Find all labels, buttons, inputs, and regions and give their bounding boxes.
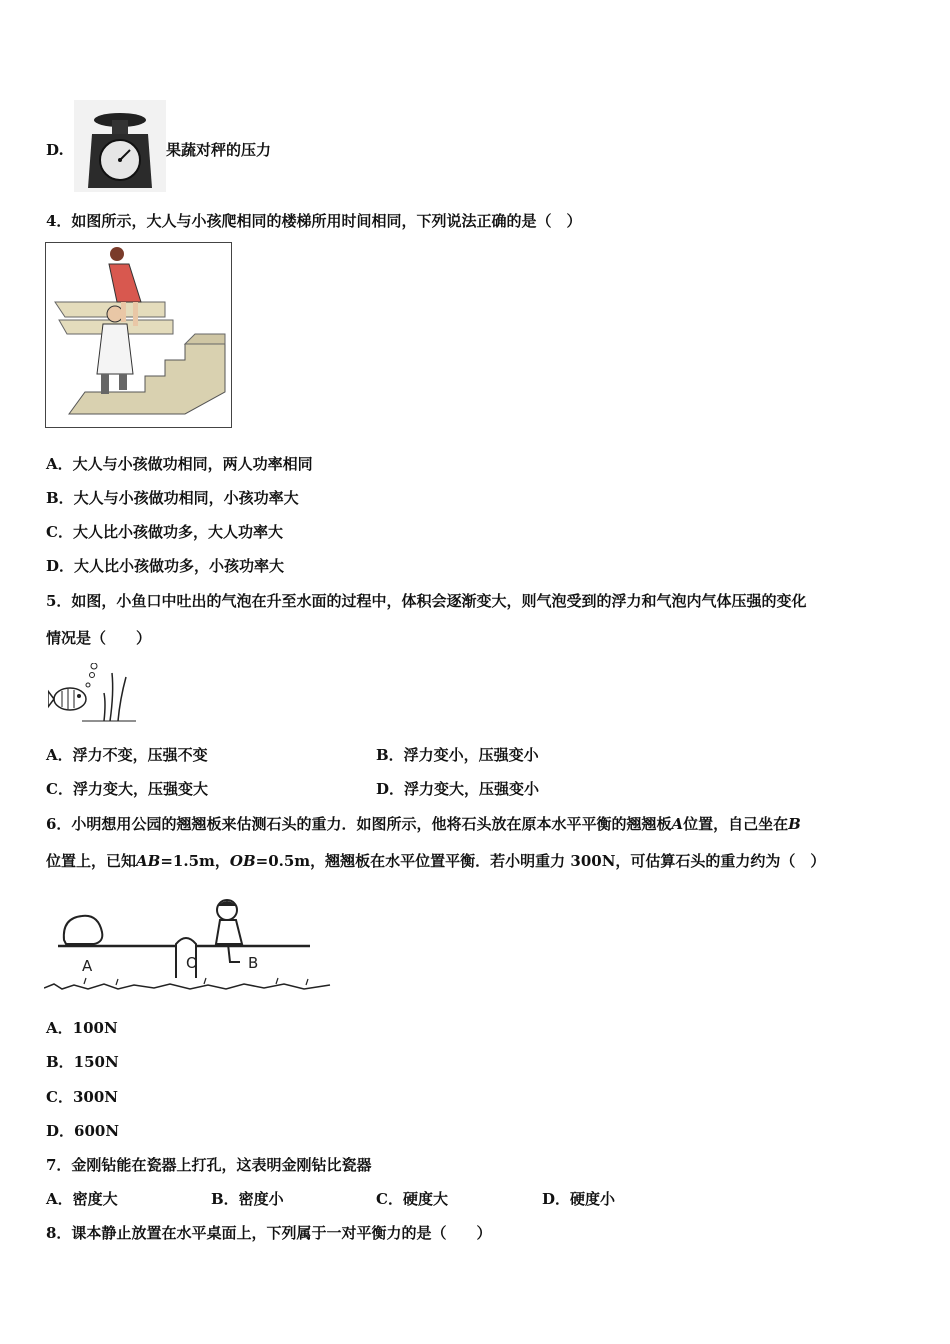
fish-bubbles-figure: [48, 663, 140, 725]
fig-label-b: B: [248, 954, 259, 972]
q7-option-c: C．硬度大: [376, 1190, 448, 1208]
q7-option-d: D．硬度小: [542, 1190, 616, 1208]
q7-option-a: A．密度大: [46, 1190, 118, 1208]
fig-label-a: A: [82, 957, 93, 975]
seesaw-figure: [44, 892, 332, 994]
q3-option-d-label: D.: [46, 141, 64, 159]
q5-stem-line1: 5．如图，小鱼口中吐出的气泡在升至水面的过程中，体积会逐渐变大，则气泡受到的浮力和气泡内气体压强的变化: [46, 592, 807, 610]
q6-option-a: A．100N: [46, 1019, 118, 1037]
q5-option-d: D．浮力变大，压强变小: [376, 780, 540, 798]
q4-option-b: B．大人与小孩做功相同，小孩功率大: [46, 489, 299, 507]
fig-label-o: O: [186, 954, 198, 972]
q6-stem-line1: 6．小明想用公园的翘翘板来估测石头的重力．如图所示，他将石头放在原本水平平衡的翘翘板A位置，自己坐在B: [46, 815, 801, 833]
q8-stem: 8．课本静止放置在水平桌面上，下列属于一对平衡力的是（ ）: [46, 1224, 492, 1242]
q4-stem: 4．如图所示，大人与小孩爬相同的楼梯所用时间相同，下列说法正确的是（ ）: [46, 212, 582, 230]
q7-stem: 7．金刚钻能在瓷器上打孔，这表明金刚钻比瓷器: [46, 1156, 372, 1174]
q5-stem-line2: 情况是（ ）: [46, 629, 152, 647]
q6-option-c: C．300N: [46, 1088, 118, 1106]
q4-option-d: D．大人比小孩做功多，小孩功率大: [46, 557, 285, 575]
q6-stem-line2: 位置上，已知AB=1.5m，OB=0.5m，翘翘板在水平位置平衡．若小明重力 300N，可估算石头的重力约为（ ）: [46, 852, 826, 870]
kitchen-scale-figure: [74, 100, 166, 192]
q6-option-d: D．600N: [46, 1122, 120, 1140]
q5-option-c: C．浮力变大，压强变大: [46, 780, 208, 798]
q6-option-b: B．150N: [46, 1053, 119, 1071]
q5-option-b: B．浮力变小，压强变小: [376, 746, 539, 764]
stairs-climbing-figure: [45, 242, 232, 428]
q7-option-b: B．密度小: [211, 1190, 284, 1208]
q4-option-c: C．大人比小孩做功多，大人功率大: [46, 523, 283, 541]
q5-option-a: A．浮力不变，压强不变: [46, 746, 208, 764]
q3-option-d-text: 果蔬对秤的压力: [166, 141, 272, 159]
q4-option-a: A．大人与小孩做功相同，两人功率相同: [46, 455, 313, 473]
